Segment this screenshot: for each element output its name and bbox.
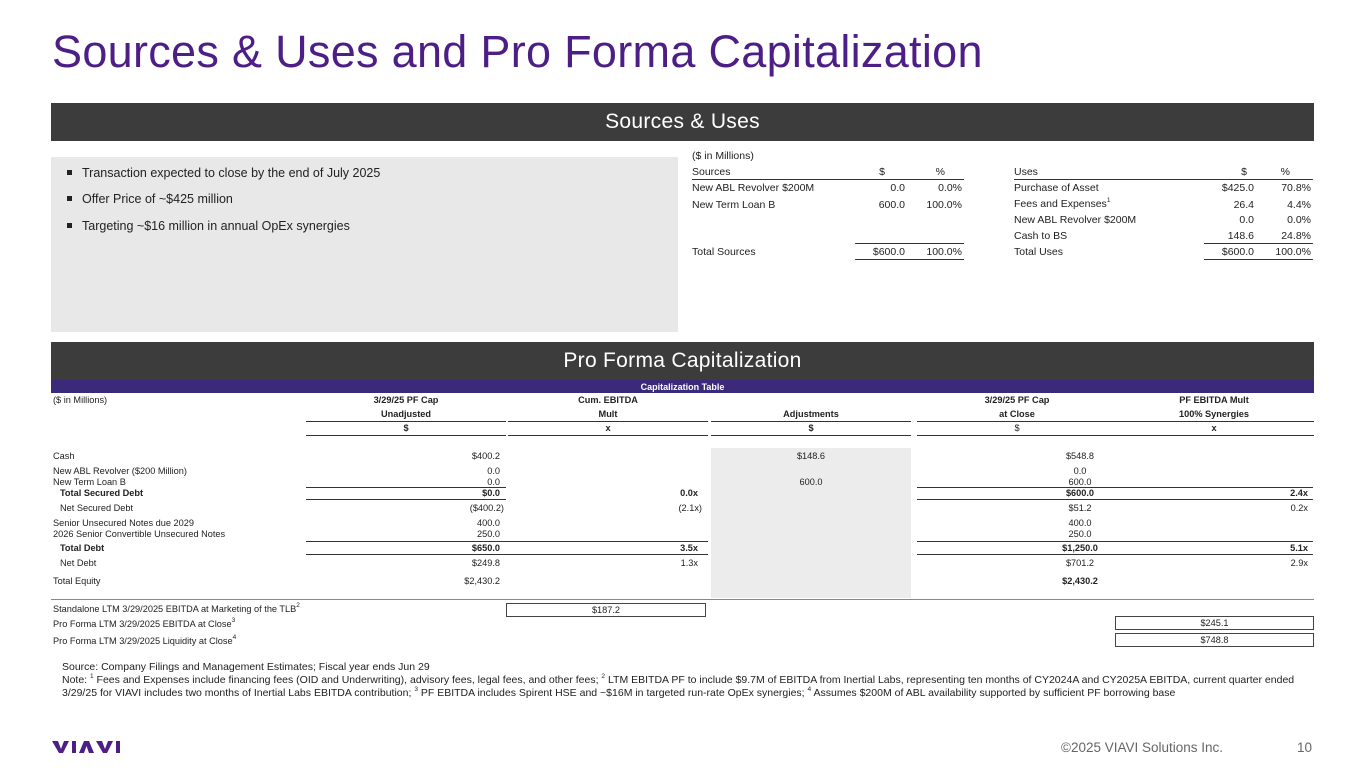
use-row-pct: 70.8% (1281, 182, 1311, 194)
table-cell: 1.3x (680, 558, 698, 568)
table-cell: $51.2 (1068, 503, 1092, 513)
table-cell: $600.0 (1065, 488, 1095, 498)
page-title: Sources & Uses and Pro Forma Capitalization (52, 26, 983, 77)
table-row-label: Total Equity (53, 576, 101, 586)
col2-header-line1: Cum. EBITDA (578, 395, 638, 405)
table-cell: $2,430.2 (1062, 576, 1098, 586)
table-cell: 5.1x (1290, 543, 1308, 553)
table-cell: 250.0 (477, 529, 500, 539)
uses-total-label: Total Uses (1014, 246, 1064, 258)
col4-header-line3: $ (1014, 423, 1020, 433)
ebitda-line-label: Pro Forma LTM 3/29/2025 EBITDA at Close$^3$ (53, 617, 236, 629)
table-cell: 2.9x (1290, 558, 1308, 568)
table-cell: 0.0 (487, 466, 500, 476)
bullet-item: Transaction expected to close by the end of July 2025 (67, 166, 380, 180)
table-row-label: Total Debt (60, 543, 105, 553)
copyright: ©2025 VIAVI Solutions Inc. (1061, 740, 1224, 755)
sources-pct-header: % (935, 166, 945, 178)
viavi-logo (52, 739, 130, 760)
source-note: Source: Company Filings and Management Estimates; Fiscal year ends Jun 29 (62, 661, 430, 673)
use-row-amount: 148.6 (1227, 230, 1254, 242)
table-cell: 600.0 (1068, 477, 1092, 487)
sources-total-pct: 100.0% (926, 246, 962, 258)
source-row-amount: 0.0 (890, 182, 905, 194)
ebitda-line-label: Standalone LTM 3/29/2025 EBITDA at Marketing of the TLB$^2$ (53, 602, 300, 614)
ebitda-line-value-box: $748.8 (1115, 633, 1314, 647)
note-text: Note: $^1$ Fees and Expenses include financing fees (OID and Underwriting), advisory fees, legal fees, and other fees; $^2$ LTM EBITDA PF to include $9.7M of EBITDA from Inertial Labs, representing ten months of CY2024A and CY2025A EBITDA, current quarter ended 3/29/25 for VIAVI includes two months of Inertial Labs EBITDA contribution; $^3$ PF EBITDA includes Spirent HSE and ~$16M in targeted run-rate OpEx synergies; $^4$ Assumes $200M of ABL availability supported by sufficient PF borrowing base (62, 673, 1295, 699)
sources-total-label: Total Sources (692, 246, 756, 258)
table-cell: 2.4x (1290, 488, 1308, 498)
table-cell: $148.6 (796, 451, 826, 461)
footnotes (62, 661, 1327, 700)
table-cell: 250.0 (1068, 529, 1092, 539)
col5-header-line3: x (1211, 423, 1217, 433)
sources-uses-unit: ($ in Millions) (692, 150, 754, 162)
table-cell: 0.0 (1073, 466, 1087, 476)
table-cell: (2.1x) (678, 503, 702, 513)
capitalization-table-title: Capitalization Table (51, 380, 1314, 393)
table-cell: $1,250.0 (1062, 543, 1098, 553)
col3-header-line2: Adjustments (783, 409, 839, 419)
table-cell: 0.0 (487, 477, 500, 487)
source-row-label: New ABL Revolver $200M (692, 182, 815, 194)
source-row-pct: 100.0% (926, 199, 962, 211)
uses-amount-header: $ (1241, 166, 1247, 178)
bullet-item: Offer Price of ~$425 million (67, 192, 233, 206)
table-cell: $249.8 (471, 558, 500, 568)
table-cell: 400.0 (477, 518, 500, 528)
col4-header-line1: 3/29/25 PF Cap (984, 395, 1050, 405)
source-row-pct: 0.0% (938, 182, 962, 194)
table-cell: ($400.2) (469, 503, 504, 513)
table-row-label: Senior Unsecured Notes due 2029 (53, 518, 194, 528)
use-row-label: Fees and Expenses$^1$ (1014, 197, 1111, 210)
col4-header-line2: at Close (999, 409, 1035, 419)
table-cell: $400.2 (471, 451, 500, 461)
table-row-label: Total Secured Debt (60, 488, 144, 498)
adjustments-column-shade (711, 448, 911, 598)
table-row-label: New Term Loan B (53, 477, 126, 487)
table-cell: $2,430.2 (464, 576, 500, 586)
table-cell: 3.5x (680, 543, 698, 553)
table-cell: $548.8 (1065, 451, 1095, 461)
sources-total-amount: $600.0 (872, 246, 905, 258)
ebitda-line-value-box: $245.1 (1115, 616, 1314, 630)
sources-header: Sources (692, 166, 731, 178)
bullet-item: Targeting ~$16 million in annual OpEx synergies (67, 219, 350, 233)
uses-header: Uses (1014, 166, 1038, 178)
uses-total-pct: 100.0% (1275, 246, 1311, 258)
col1-header-line1: 3/29/25 PF Cap (373, 395, 439, 405)
use-row-pct: 24.8% (1281, 230, 1311, 242)
table-cell: 0.0x (680, 488, 698, 498)
table-row-label: Cash (53, 451, 75, 461)
col5-header-line1: PF EBITDA Mult (1179, 395, 1249, 405)
capitalization-section-bar: Pro Forma Capitalization (51, 342, 1314, 380)
col5-header-line2: 100% Synergies (1179, 409, 1249, 419)
uses-total-amount: $600.0 (1221, 246, 1254, 258)
use-row-label: Cash to BS (1014, 230, 1068, 242)
use-row-pct: 0.0% (1287, 214, 1311, 226)
col2-header-line2: Mult (598, 409, 618, 419)
table-row-label: Net Debt (60, 558, 97, 568)
table-row-label: Net Secured Debt (60, 503, 134, 513)
uses-pct-header: % (1280, 166, 1290, 178)
use-row-amount: 0.0 (1239, 214, 1254, 226)
table-cell: $701.2 (1065, 558, 1095, 568)
source-row-amount: 600.0 (878, 199, 905, 211)
col3-header-line3: $ (808, 423, 814, 433)
sources-uses-section-bar: Sources & Uses (51, 103, 1314, 141)
table-row-label: 2026 Senior Convertible Unsecured Notes (53, 529, 226, 539)
ebitda-line-value-box: $187.2 (506, 603, 706, 617)
table-cell: 0.2x (1290, 503, 1308, 513)
cap-table-unit: ($ in Millions) (53, 395, 108, 405)
col1-header-line2: Unadjusted (380, 409, 432, 419)
col2-header-line3: x (605, 423, 611, 433)
table-cell: 400.0 (1068, 518, 1092, 528)
transaction-bullets-panel (51, 157, 678, 332)
sources-amount-header: $ (879, 166, 885, 178)
ebitda-line-label: Pro Forma LTM 3/29/2025 Liquidity at Close$^4$ (53, 634, 237, 646)
use-row-label: New ABL Revolver $200M (1014, 214, 1137, 226)
col1-header-line3: $ (403, 423, 409, 433)
use-row-label: Purchase of Asset (1014, 182, 1099, 194)
table-row-label: New ABL Revolver ($200 Million) (53, 466, 187, 476)
use-row-amount: $425.0 (1221, 182, 1254, 194)
use-row-pct: 4.4% (1287, 199, 1311, 211)
table-cell: $650.0 (471, 543, 500, 553)
table-cell: 600.0 (799, 477, 823, 487)
table-cell: $0.0 (482, 488, 500, 498)
page-number: 10 (1297, 740, 1313, 755)
use-row-amount: 26.4 (1233, 199, 1254, 211)
source-row-label: New Term Loan B (692, 199, 776, 211)
